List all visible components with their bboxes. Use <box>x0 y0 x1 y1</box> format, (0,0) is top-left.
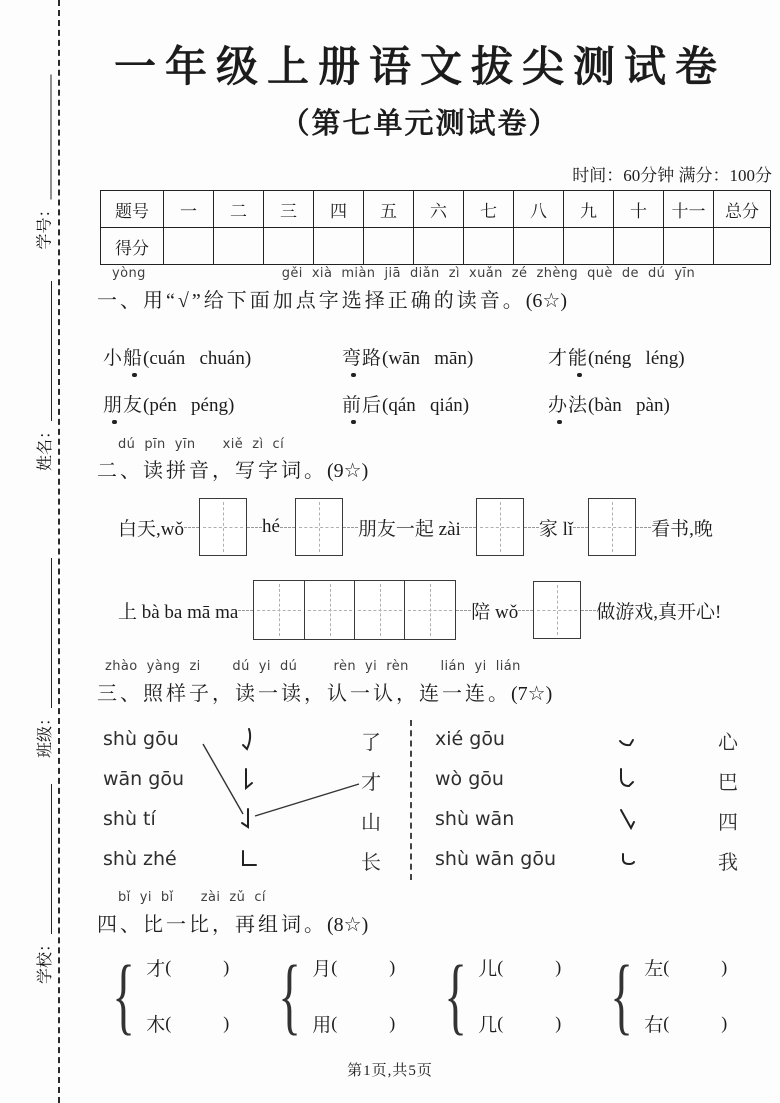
class-blank-line[interactable] <box>51 558 52 708</box>
compare-char: 木 <box>146 1014 166 1036</box>
sec1-item-qianhou[interactable] <box>342 390 469 417</box>
open-paren: ( <box>663 1012 670 1033</box>
student-name-label: 姓名： <box>37 422 55 471</box>
sec1-pinyin: yòng gěi xià miàn jiā diǎn zì xuǎn zé zhèng què de dú yīn <box>112 266 696 281</box>
pair-row <box>146 954 229 981</box>
writing-box[interactable] <box>253 580 305 640</box>
dashed-lead <box>456 610 471 611</box>
writing-box[interactable] <box>295 498 343 556</box>
sec3-title <box>97 677 552 706</box>
open-paren: ( <box>497 956 504 977</box>
pronunciation-options[interactable]: (wān mān) <box>382 348 474 369</box>
sec4-title <box>97 908 368 937</box>
dashed-lead <box>184 527 199 528</box>
shu-wan-stroke-icon[interactable] <box>615 846 639 874</box>
compare-char: 儿 <box>478 958 498 980</box>
dotted-char: 船 <box>123 348 144 369</box>
shu-gou-stroke-icon[interactable] <box>236 806 260 834</box>
sentence-text: 家 lǐ <box>538 518 574 540</box>
char-wo[interactable]: 我 <box>718 852 738 874</box>
pair-row <box>644 1010 727 1037</box>
student-id-blank-line[interactable] <box>51 75 52 200</box>
student-id-label: 学号： <box>36 201 54 250</box>
shu-ti-stroke-icon[interactable] <box>236 766 260 794</box>
shu-zhe-stroke-icon[interactable] <box>236 846 260 874</box>
dashed-lead <box>238 610 253 611</box>
school-label: 学校： <box>37 935 55 984</box>
close-paren: ) <box>223 956 230 977</box>
score-input-cell[interactable] <box>614 228 664 265</box>
score-input-cell[interactable] <box>464 228 514 265</box>
pair-row <box>644 954 727 981</box>
open-paren: ( <box>165 1012 172 1033</box>
brace-icon: { <box>610 947 633 1043</box>
wan-gou-stroke-icon[interactable] <box>236 726 260 754</box>
sec2-title-text: 二、读拼音，写字词。 <box>97 460 327 482</box>
stroke-name-shu-zhe[interactable]: shù zhé <box>103 848 177 870</box>
sec1-item-caineng[interactable] <box>548 343 685 370</box>
dashed-lead <box>524 527 539 528</box>
score-table-header-row <box>101 191 771 228</box>
pair-row <box>478 1010 561 1037</box>
sec3-score: (7☆) <box>511 683 553 705</box>
score-header-cell: 八 <box>514 191 564 228</box>
stroke-name-shu-ti[interactable]: shù tí <box>103 808 156 830</box>
word-text: 路 <box>362 348 383 369</box>
sentence-text: 做游戏,真开心! <box>596 601 722 623</box>
dashed-lead <box>518 610 533 611</box>
writing-box[interactable] <box>588 498 636 556</box>
compare-char: 才 <box>146 958 166 980</box>
dashed-lead <box>247 527 262 528</box>
score-table <box>100 190 771 265</box>
stroke-name-shu-wan-gou[interactable]: shù wān gōu <box>435 848 557 870</box>
close-paren: ) <box>721 956 728 977</box>
close-paren: ) <box>223 1012 230 1033</box>
word-text: 后 <box>362 395 383 416</box>
writing-box[interactable] <box>404 580 456 640</box>
pair-cai-mu <box>103 947 253 1043</box>
sec1-item-banfa[interactable] <box>548 390 670 417</box>
stroke-name-xie-gou[interactable]: xié gōu <box>435 728 505 750</box>
dotted-char: 办 <box>548 395 569 416</box>
page-title: 一年级上册语文拔尖测试卷 <box>113 45 726 91</box>
dashed-lead <box>581 610 596 611</box>
brace-icon: { <box>444 947 467 1043</box>
score-table-score-row <box>101 228 771 265</box>
score-input-cell[interactable] <box>214 228 264 265</box>
score-header-cell: 六 <box>414 191 464 228</box>
pronunciation-options[interactable]: (pén péng) <box>143 395 235 416</box>
score-input-cell[interactable] <box>714 228 771 265</box>
close-paren: ) <box>555 956 562 977</box>
brace-icon: { <box>278 947 301 1043</box>
score-input-cell[interactable] <box>164 228 214 265</box>
dashed-lead <box>461 527 476 528</box>
sec4-word-pairs <box>103 947 767 1043</box>
score-input-cell[interactable] <box>414 228 464 265</box>
score-input-cell[interactable] <box>564 228 614 265</box>
stroke-name-shu-gou[interactable]: shù gōu <box>103 728 179 750</box>
compare-char: 用 <box>312 1014 332 1036</box>
sec2-sentence-line2 <box>118 580 721 640</box>
writing-box[interactable] <box>476 498 524 556</box>
brace-icon: { <box>112 947 135 1043</box>
score-header-cell: 九 <box>564 191 614 228</box>
dotted-char: 朋 <box>103 395 124 416</box>
score-input-cell[interactable] <box>514 228 564 265</box>
stroke-name-shu-wan[interactable]: shù wān <box>435 808 515 830</box>
page-subtitle: （第七单元测试卷） <box>280 108 560 140</box>
sec1-item-pengyou[interactable] <box>103 390 234 417</box>
pair-row <box>146 1010 229 1037</box>
sec1-item-xiaochuan[interactable] <box>103 343 251 370</box>
pronunciation-options[interactable]: (bàn pàn) <box>588 395 670 416</box>
pair-row <box>478 954 561 981</box>
matching-divider <box>410 720 412 880</box>
open-paren: ( <box>165 956 172 977</box>
pair-row <box>312 954 395 981</box>
char-shan[interactable]: 山 <box>361 812 381 834</box>
pronunciation-options[interactable]: (qán qián) <box>382 395 470 416</box>
score-input-cell[interactable] <box>664 228 714 265</box>
dashed-lead <box>280 527 295 528</box>
close-paren: ) <box>721 1012 728 1033</box>
sec1-score: (6☆) <box>525 290 567 312</box>
sec1-item-wanlu[interactable] <box>342 343 473 370</box>
score-header-cell: 三 <box>264 191 314 228</box>
pronunciation-options[interactable]: (cuán chuán) <box>143 348 252 369</box>
sentence-text: 白天,wǒ <box>118 518 184 540</box>
compare-char: 右 <box>644 1014 664 1036</box>
sec4-score: (8☆) <box>327 914 369 936</box>
shu-wan-gou-stroke-icon[interactable] <box>615 766 639 794</box>
pair-row <box>312 1010 395 1037</box>
score-input-cell[interactable] <box>364 228 414 265</box>
stroke-name-wo-gou[interactable]: wò gōu <box>435 768 504 790</box>
compare-char: 几 <box>478 1014 498 1036</box>
student-name-field[interactable] <box>25 281 55 471</box>
student-name-blank-line[interactable] <box>51 281 52 421</box>
writing-box[interactable] <box>354 580 406 640</box>
sec2-score: (9☆) <box>327 460 369 482</box>
dashed-lead <box>573 527 588 528</box>
school-blank-line[interactable] <box>51 784 52 934</box>
sec1-title <box>97 284 567 313</box>
char-ba[interactable]: 巴 <box>718 772 738 794</box>
char-le[interactable]: 了 <box>361 732 381 754</box>
wo-gou-stroke-icon[interactable] <box>615 728 639 756</box>
open-paren: ( <box>663 956 670 977</box>
sentence-text: 朋友一起 zài <box>357 518 461 540</box>
sec2-sentence-line1 <box>118 498 713 556</box>
score-header-cell: 四 <box>314 191 364 228</box>
writing-box[interactable] <box>199 498 247 556</box>
dashed-lead <box>636 527 651 528</box>
class-label: 班级： <box>37 709 55 758</box>
score-header-cell: 一 <box>164 191 214 228</box>
compare-char: 月 <box>312 958 332 980</box>
sentence-text: 上 bà ba mā ma <box>118 601 239 623</box>
score-input-cell[interactable] <box>264 228 314 265</box>
writing-box[interactable] <box>533 581 581 639</box>
word-text: 小 <box>103 348 124 369</box>
close-paren: ) <box>389 956 396 977</box>
page-number: 第1页,共5页 <box>347 1063 433 1079</box>
score-header-cell: 十一 <box>664 191 714 228</box>
time-score-info: 时间：60分钟 满分：100分 <box>572 166 772 185</box>
class-field[interactable] <box>25 558 55 758</box>
score-header-cell: 题号 <box>101 191 164 228</box>
score-header-cell: 五 <box>364 191 414 228</box>
sentence-text: 陪 wǒ <box>471 601 519 623</box>
example-connection-lines <box>103 718 763 882</box>
xie-gou-stroke-icon[interactable] <box>615 806 639 834</box>
score-header-cell: 七 <box>464 191 514 228</box>
dotted-char: 前 <box>342 395 363 416</box>
score-header-cell: 二 <box>214 191 264 228</box>
sec2-pinyin: dú pīn yīn xiě zì cí <box>118 437 285 452</box>
student-id-field[interactable] <box>25 75 55 250</box>
sec1-title-text: 一、用“√”给下面加点字选择正确的读音。 <box>97 290 526 312</box>
sentence-text: hé <box>261 516 280 537</box>
dashed-lead <box>343 527 358 528</box>
char-xin[interactable]: 心 <box>718 732 738 754</box>
open-paren: ( <box>331 1012 338 1033</box>
compare-char: 左 <box>644 958 664 980</box>
char-chang[interactable]: 长 <box>361 852 381 874</box>
pronunciation-options[interactable]: (néng léng) <box>588 348 685 369</box>
sec3-matching-area <box>103 718 763 882</box>
word-text: 才 <box>548 348 569 369</box>
sec3-pinyin: zhào yàng zi dú yi dú rèn yi rèn lián yi lián <box>105 659 521 674</box>
open-paren: ( <box>331 956 338 977</box>
sec3-title-text: 三、照样子，读一读，认一认，连一连。 <box>97 683 511 705</box>
stroke-name-wan-gou[interactable]: wān gōu <box>103 768 184 790</box>
score-row-label: 得分 <box>101 228 164 265</box>
close-paren: ) <box>389 1012 396 1033</box>
score-header-cell: 总分 <box>714 191 771 228</box>
open-paren: ( <box>497 1012 504 1033</box>
margin-dashed-rule <box>58 0 60 1103</box>
pair-yue-yong <box>269 947 419 1043</box>
char-si[interactable]: 四 <box>718 812 738 834</box>
sentence-text: 看书,晚 <box>651 518 713 540</box>
school-field[interactable] <box>25 784 55 984</box>
writing-box-group <box>253 580 456 640</box>
pair-er-ji <box>435 947 585 1043</box>
dotted-char: 能 <box>568 348 589 369</box>
writing-box[interactable] <box>304 580 356 640</box>
pair-zuo-you <box>601 947 751 1043</box>
score-input-cell[interactable] <box>314 228 364 265</box>
dotted-char: 弯 <box>342 348 363 369</box>
sec2-title <box>97 454 368 483</box>
close-paren: ) <box>555 1012 562 1033</box>
sec4-title-text: 四、比一比，再组词。 <box>97 914 327 936</box>
sec4-pinyin: bǐ yi bǐ zài zǔ cí <box>118 890 266 905</box>
word-text: 法 <box>568 395 589 416</box>
char-cai[interactable]: 才 <box>361 772 381 794</box>
score-header-cell: 十 <box>614 191 664 228</box>
word-text: 友 <box>123 395 144 416</box>
